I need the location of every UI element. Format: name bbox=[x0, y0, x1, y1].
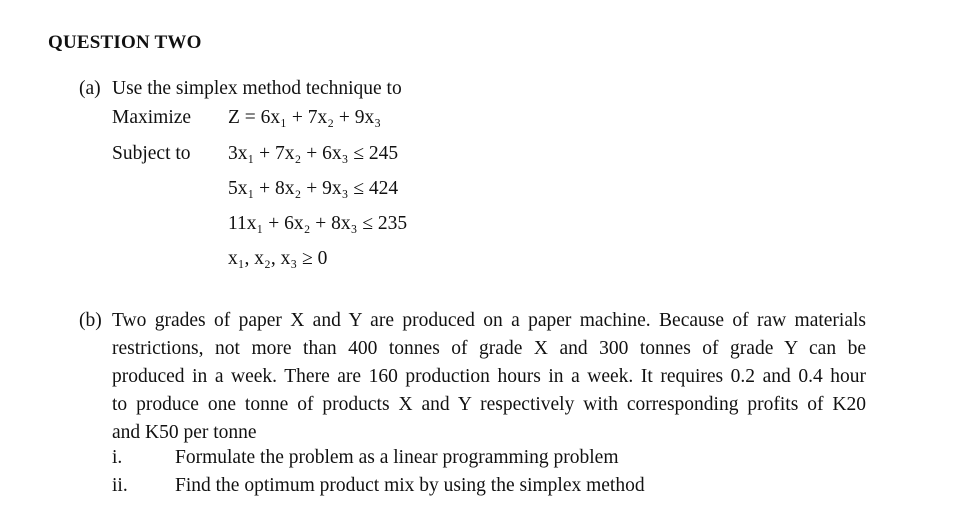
non-negativity-constraint: x₁, x₂, x₃ ≥ 0 bbox=[228, 248, 328, 269]
constraint-2: 5x₁ + 8x₂ + 9x₃ ≤ 424 bbox=[228, 178, 399, 199]
part-b-line: to produce one tonne of products X and Y respectively with corresponding profits of K20 bbox=[112, 394, 866, 415]
part-b-line: produced in a week. There are 160 production hours in a week. It requires 0.2 and 0.4 hour bbox=[112, 366, 866, 387]
item-ii-text: Find the optimum product mix by using the simplex method bbox=[175, 475, 645, 496]
item-i-marker: i. bbox=[112, 447, 123, 468]
objective-function bbox=[228, 107, 381, 129]
part-b-label: (b) bbox=[79, 310, 102, 331]
objective-text: Z = 6x₁ + 7x₂ + 9x₃ bbox=[228, 107, 382, 128]
part-b-line: Two grades of paper X and Y are produced on a paper machine. Because of raw materials bbox=[112, 310, 866, 331]
part-a-label: (a) bbox=[79, 78, 101, 99]
part-b-line: and K50 per tonne bbox=[112, 422, 257, 443]
subject-to-label: Subject to bbox=[112, 143, 191, 164]
constraint-1: 3x₁ + 7x₂ + 6x₃ ≤ 245 bbox=[228, 143, 399, 164]
constraint-3: 11x₁ + 6x₂ + 8x₃ ≤ 235 bbox=[228, 213, 408, 234]
question-heading: QUESTION TWO bbox=[48, 32, 202, 53]
part-a-intro: Use the simplex method technique to bbox=[112, 78, 402, 99]
part-b-paragraph bbox=[79, 307, 866, 447]
part-b-line: restrictions, not more than 400 tonnes of grade X and 300 tonnes of grade Y can be bbox=[112, 338, 866, 359]
item-ii-marker: ii. bbox=[112, 475, 128, 496]
maximize-label: Maximize bbox=[112, 107, 192, 128]
item-i-text: Formulate the problem as a linear programming problem bbox=[175, 447, 619, 468]
